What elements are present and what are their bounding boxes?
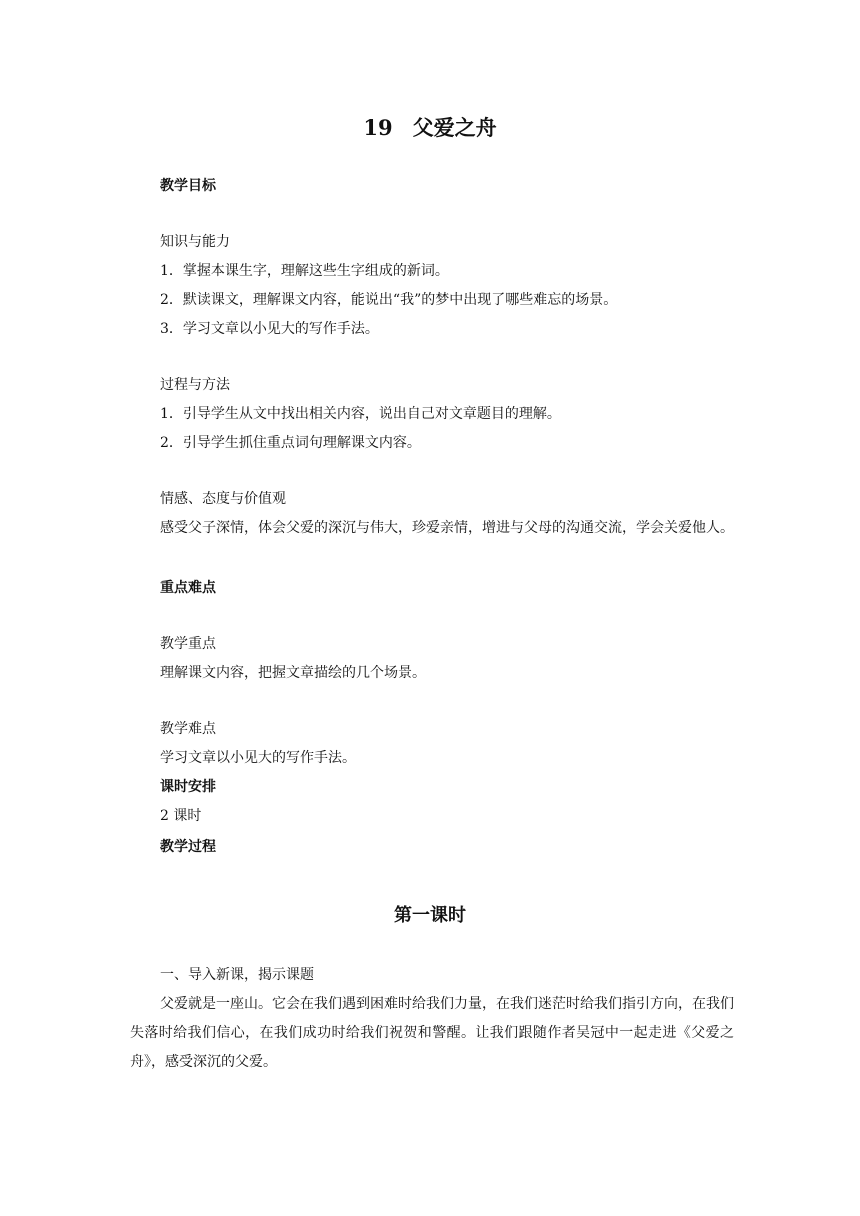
process-heading: 过程与方法: [160, 377, 230, 393]
difficulty-text: 学习文章以小见大的写作手法。: [160, 750, 356, 766]
objectives-heading: 教学目标: [160, 178, 216, 194]
step1-heading: 一、导入新课，揭示课题: [160, 967, 314, 983]
key-points-heading: 重点难点: [160, 580, 216, 596]
process-item: 1．引导学生从文中找出相关内容，说出自己对文章题目的理解。: [160, 406, 561, 422]
process-item: 2．引导学生抓住重点词句理解课文内容。: [160, 435, 421, 451]
knowledge-item: 3．学习文章以小见大的写作手法。: [160, 321, 379, 337]
process-main-heading: 教学过程: [160, 839, 216, 855]
page-title: [0, 115, 860, 141]
lesson-number: 19: [363, 115, 393, 140]
schedule-text: 2 课时: [160, 808, 202, 824]
key-heading: 教学重点: [160, 636, 216, 652]
knowledge-item: 1．掌握本课生字，理解这些生字组成的新词。: [160, 263, 449, 279]
lesson-title: 父爱之舟: [412, 115, 497, 140]
knowledge-item: 2．默读课文，理解课文内容，能说出“我”的梦中出现了哪些难忘的场景。: [160, 292, 618, 308]
difficulty-heading: 教学难点: [160, 721, 216, 737]
knowledge-heading: 知识与能力: [160, 234, 230, 250]
lesson1-title: 第一课时: [394, 905, 466, 926]
emotion-heading: 情感、态度与价值观: [160, 491, 286, 507]
schedule-heading: 课时安排: [160, 779, 216, 795]
key-text: 理解课文内容，把握文章描绘的几个场景。: [160, 665, 426, 681]
intro-paragraph: 父爱就是一座山。它会在我们遇到困难时给我们力量，在我们迷茫时给我们指引方向，在我们失落时给我们信心，在我们成功时给我们祝贺和警醒。让我们跟随作者吴冠中一起走进《父爱之舟》，感受深沉的父爱。: [130, 996, 734, 1070]
emotion-paragraph: 感受父子深情，体会父爱的深沉与伟大，珍爱亲情，增进与父母的沟通交流，学会关爱他人。: [160, 520, 734, 536]
